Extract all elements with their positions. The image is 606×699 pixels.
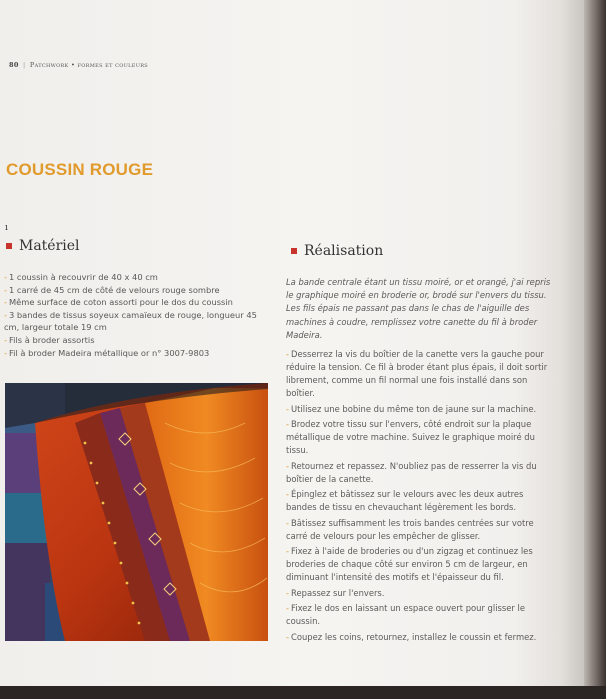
step-item [286, 631, 554, 644]
dash-bullet-icon: - [286, 517, 290, 528]
materiel-heading-text: Matériel [19, 238, 80, 254]
step-item [286, 545, 554, 584]
dash-bullet-icon: - [4, 284, 7, 295]
materials-item [4, 309, 272, 334]
dash-bullet-icon: - [286, 403, 290, 414]
book-title: Patchwork [29, 61, 69, 69]
square-bullet-icon [6, 243, 12, 249]
materiel-heading [6, 238, 80, 254]
stray-mark: ı [5, 223, 8, 233]
materials-item [4, 271, 272, 284]
materials-item [4, 296, 272, 309]
book-spine-edge [584, 0, 606, 699]
step-item [286, 418, 554, 457]
header-separator: | [23, 61, 26, 69]
intro-paragraph: La bande centrale étant un tissu moiré, or et orangé, j'ai repris le graphique moiré en broderie or, brodé sur l'envers du tissu. Les fils épais ne passant pas dans le chas de l'aiguille des machines à coudre, remplissez votre canette du fil à broder Madeira. [286, 277, 551, 340]
step-text: Fixez à l'aide de broderies ou d'un zigzag et continuez les broderies de chaque côté sur environ 5 cm de largeur, en diminuant l'intensité des motifs et l'épaisseur du fil. [286, 546, 533, 582]
dash-bullet-icon: - [4, 272, 7, 282]
dash-bullet-icon: - [286, 460, 290, 471]
step-text: Coupez les coins, retournez, installez le coussin et fermez. [291, 631, 537, 642]
dash-bullet-icon: - [4, 334, 7, 345]
materials-item [4, 284, 272, 297]
step-text: Bâtissez suffisamment les trois bandes centrées sur votre carré de velours pour les empêcher de glisser. [286, 517, 534, 541]
step-item [286, 517, 554, 543]
dash-bullet-icon: - [4, 347, 7, 358]
dash-bullet-icon: - [4, 309, 7, 320]
running-header [9, 61, 148, 69]
step-text: Utilisez une bobine du même ton de jaune sur la machine. [291, 403, 537, 414]
materials-item-text: Fil à broder Madeira métallique or n° 3007-9803 [9, 347, 210, 358]
cushion-photo [5, 383, 268, 641]
materials-item-text: 3 bandes de tissus soyeux camaïeux de rouge, longueur 45 cm, largeur totale 19 cm [4, 309, 257, 333]
dash-bullet-icon: - [4, 297, 7, 308]
page-title: COUSSIN ROUGE [6, 160, 154, 179]
step-item [286, 602, 554, 628]
materials-item [4, 334, 272, 347]
step-text: Épinglez et bâtissez sur le velours avec les deux autres bandes de tissu en chevauchant légèrement les bords. [286, 489, 524, 512]
dash-bullet-icon: - [286, 349, 290, 359]
cushion-illustration [5, 383, 268, 641]
background-strip [0, 686, 606, 699]
step-item [286, 460, 554, 486]
materials-list [4, 271, 272, 359]
realisation-heading-text: Réalisation [304, 243, 384, 259]
step-text: Repassez sur l'envers. [291, 587, 385, 598]
dash-bullet-icon: - [286, 419, 290, 429]
dash-bullet-icon: - [286, 631, 290, 642]
step-item [286, 348, 554, 400]
step-item [286, 587, 554, 600]
materials-item-text: Fils à broder assortis [9, 334, 95, 345]
materials-item-text: 1 carré de 45 cm de côté de velours rouge sombre [9, 284, 220, 295]
realisation-heading [291, 243, 383, 259]
dash-bullet-icon: - [286, 546, 290, 556]
materials-item-text: 1 coussin à recouvrir de 40 x 40 cm [9, 272, 158, 282]
materials-item-text: Même surface de coton assorti pour le dos du coussin [9, 297, 233, 308]
step-text: Fixez le dos en laissant un espace ouvert pour glisser le coussin. [286, 603, 525, 626]
page-number: 80 [9, 61, 19, 69]
header-dot: • [70, 61, 78, 69]
step-item [286, 403, 554, 416]
square-bullet-icon [291, 248, 297, 254]
dash-bullet-icon: - [286, 587, 290, 598]
step-item [286, 488, 554, 514]
step-text: Brodez votre tissu sur l'envers, côté endroit sur la plaque métallique de votre machine. Suivez le graphique moiré du tissu. [286, 419, 535, 455]
dash-bullet-icon: - [286, 489, 290, 499]
steps-list [286, 348, 554, 646]
chapter-title: formes et couleurs [77, 61, 149, 69]
step-text: Retournez et repassez. N'oubliez pas de resserrer la vis du boîtier de la canette. [286, 460, 537, 484]
step-text: Desserrez la vis du boîtier de la canette vers la gauche pour réduire la tension. Ce fil à broder étant plus épais, il doit sortir librement, comme un fil normal une fois installé dans son boîtier. [286, 349, 548, 398]
dash-bullet-icon: - [286, 603, 290, 613]
materials-item [4, 347, 272, 360]
